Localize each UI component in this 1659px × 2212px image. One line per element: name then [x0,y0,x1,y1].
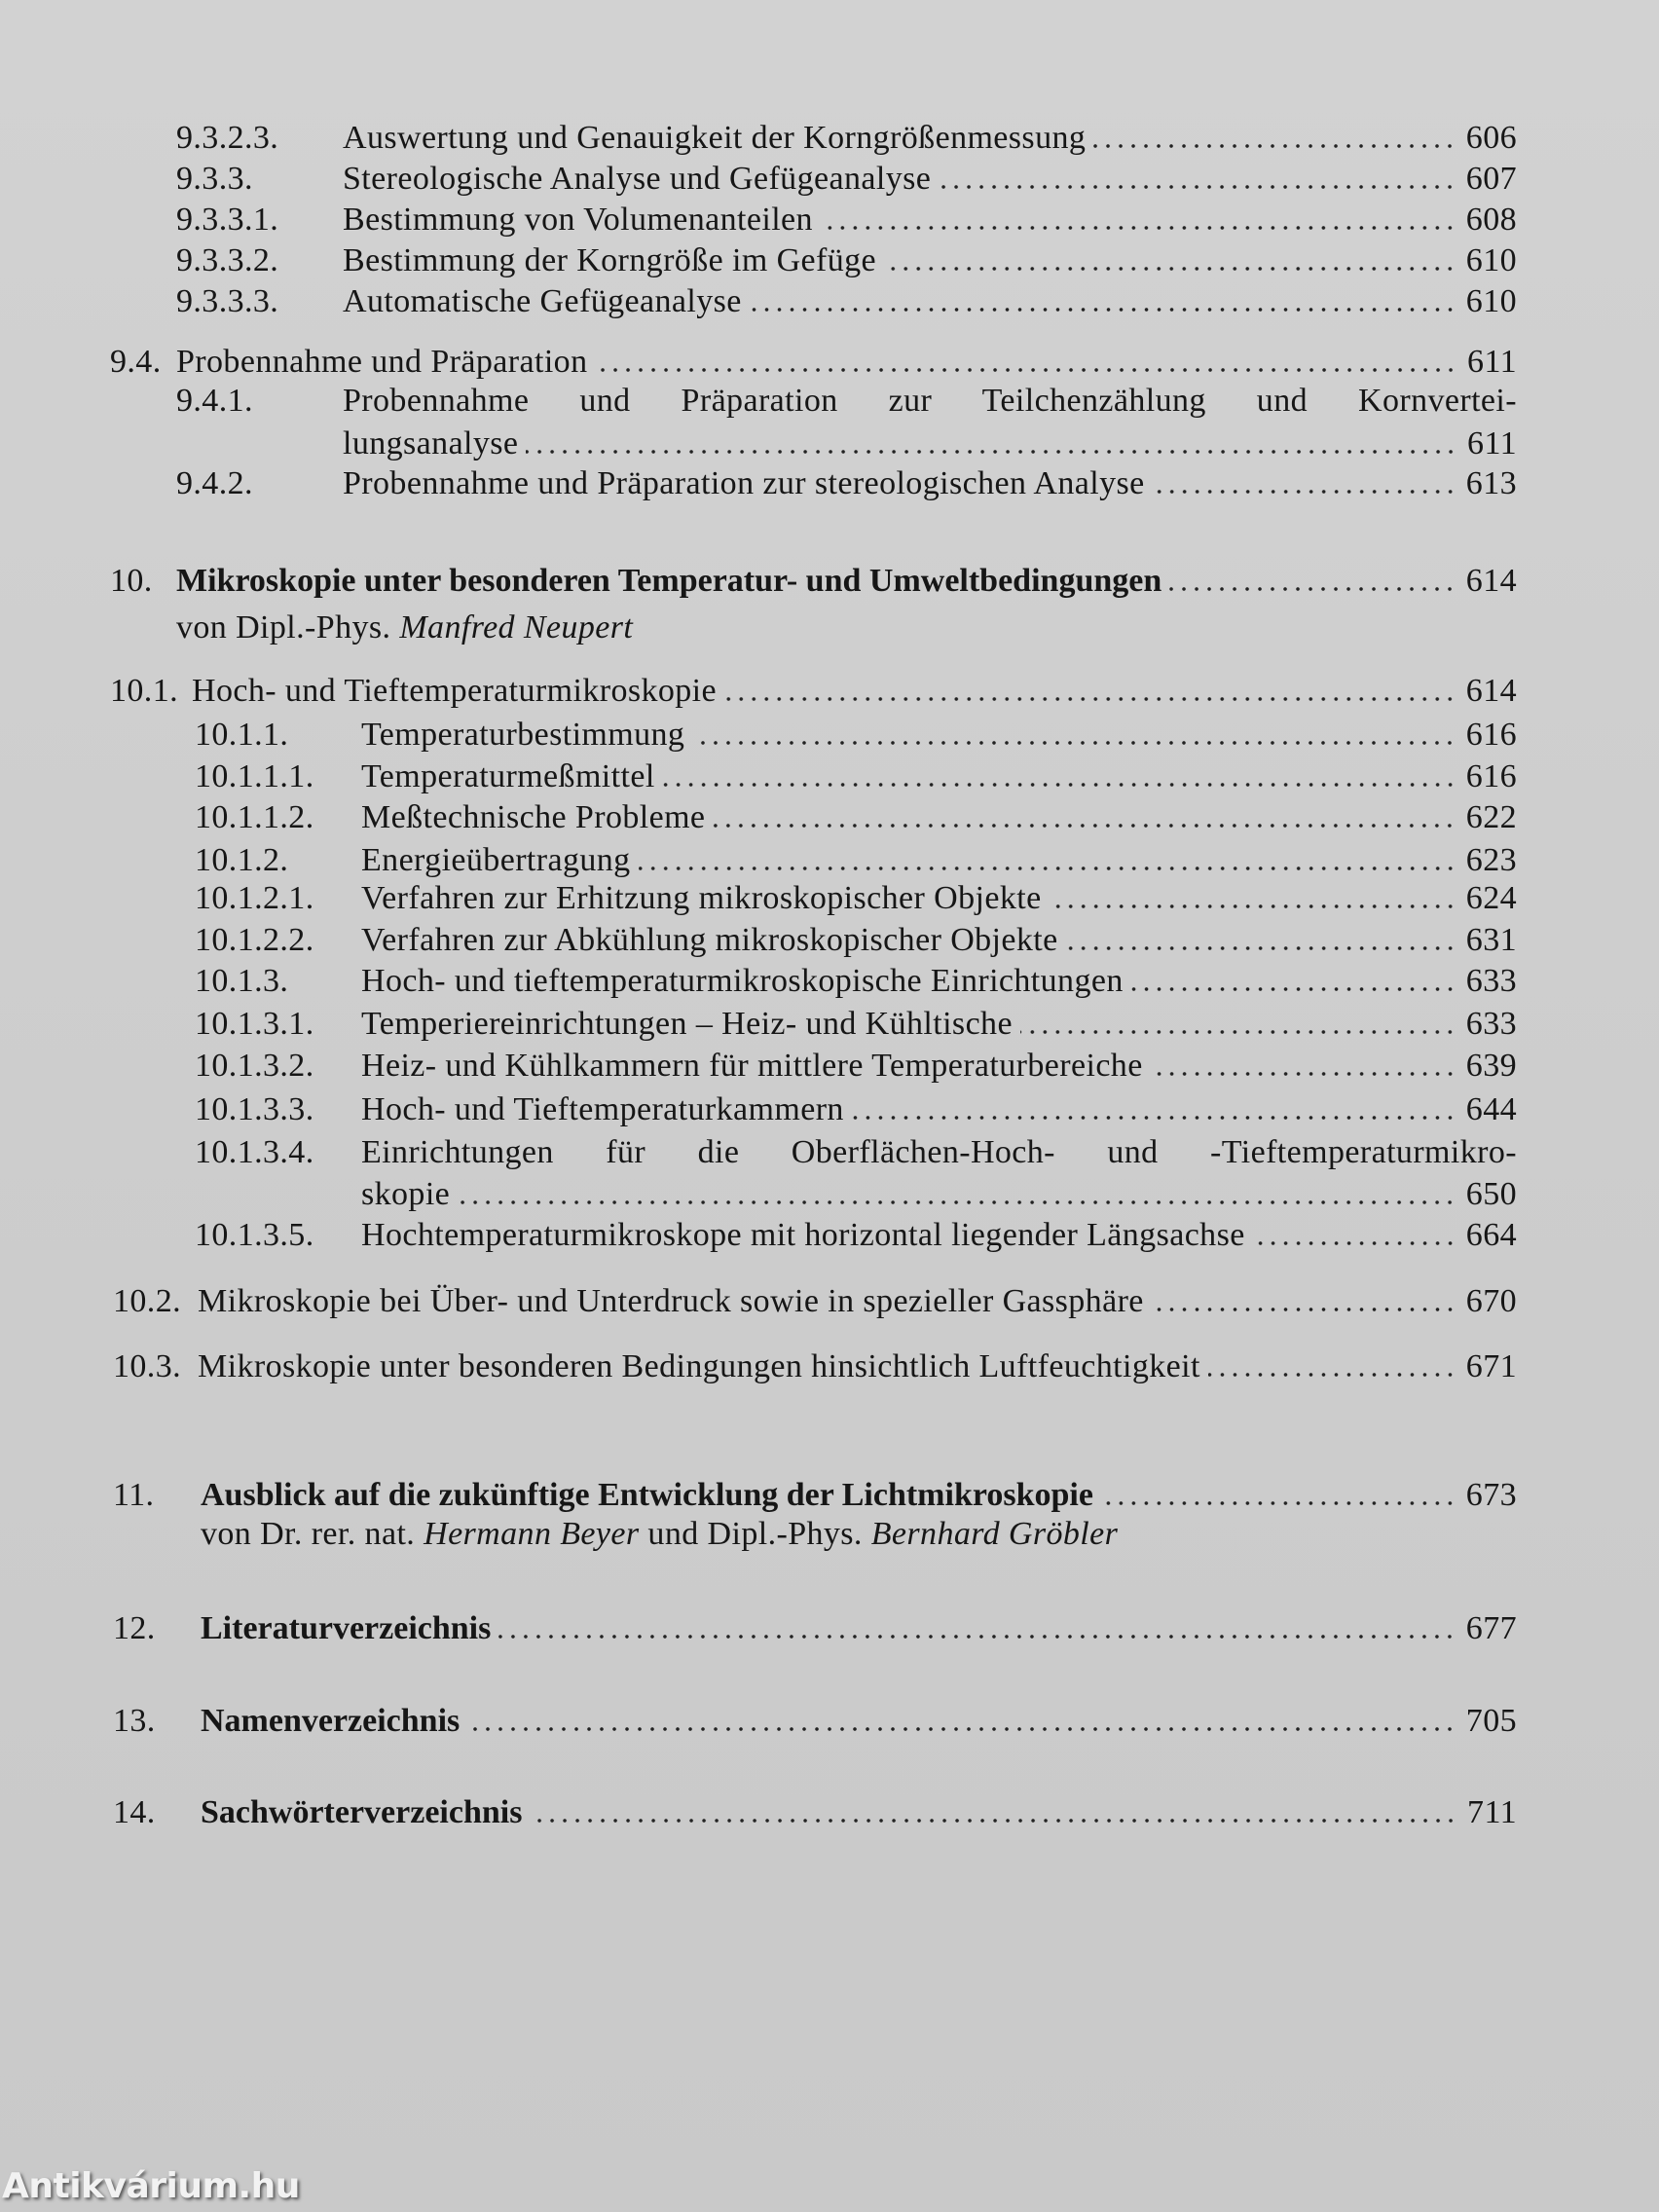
entry-page: 607 [1465,161,1517,197]
entry-number: 10.3. [113,1348,181,1384]
entry-number: 9.3.3.3. [176,283,279,319]
leader-dots [530,1819,1457,1823]
entry-page: 644 [1465,1091,1517,1127]
chapter-title: Namenverzeichnis [201,1703,461,1739]
toc-entry [176,464,1517,503]
watermark: Antikvárium.hu [2,2166,300,2206]
entry-number: 10.1.3.3. [195,1091,314,1127]
entry-number: 9.3.3.2. [176,242,279,278]
entry-page: 611 [1467,344,1517,380]
toc-entry [176,382,1517,421]
entry-number: 10.1.3.1. [195,1006,314,1042]
author-name: Manfred Neupert [399,609,634,645]
entry-page: 624 [1465,880,1517,916]
entry-number: 10.1.1.1. [195,758,314,794]
entry-title: Bestimmung von Volumenanteilen [343,202,813,238]
leader-dots [467,1727,1456,1731]
entry-page: 633 [1465,963,1517,999]
entry-number: 10.1.1.2. [195,799,314,835]
author-prefix: von Dr. rer. nat. [201,1516,416,1552]
entry-title: Mikroskopie unter besonderen Bedingungen hinsichtlich Luftfeuchtigkeit [198,1348,1200,1384]
chapter-title: Mikroskopie unter besonderen Temperatur- und Umweltbedingungen [176,563,1162,599]
leader-dots [595,368,1457,372]
leader-dots [821,226,1456,230]
chapter-page: 614 [1465,563,1517,599]
entry-page: 613 [1465,465,1517,501]
chapter-author [176,608,1517,647]
toc-entry [195,798,1517,837]
entry-page: 670 [1465,1283,1517,1319]
entry-title: Verfahren zur Abkühlung mikroskopischer Objekte [361,922,1058,958]
leader-dots [1208,1373,1456,1377]
entry-number: 10.1.2.2. [195,922,314,958]
entry-title: Verfahren zur Erhitzung mikroskopischer Objekte [361,880,1042,916]
leader-dots [1153,490,1456,494]
leader-dots [498,1635,1456,1639]
entry-title: Auswertung und Genauigkeit der Korngrößenmessung [343,120,1087,156]
chapter-number: 14. [113,1794,156,1830]
entry-title: Temperiereinrichtungen – Heiz- und Kühltische [361,1006,1013,1042]
toc-chapter [110,562,1517,601]
entry-title: Hoch- und Tieftemperaturkammern [361,1091,844,1127]
entry-title: Bestimmung der Korngröße im Gefüge [343,242,877,278]
leader-dots [1101,1501,1456,1505]
toc-entry [195,879,1517,918]
entry-page: 622 [1465,799,1517,835]
toc-entry [195,1047,1517,1086]
entry-title: Heiz- und Kühlkammern für mittlere Temperaturbereiche [361,1048,1143,1084]
entry-title: Meßtechnische Probleme [361,799,706,835]
toc-entry [195,1133,1517,1172]
entry-title: Hoch- und Tieftemperaturmikroskopie [192,673,718,709]
entry-number: 10.1.2.1. [195,880,314,916]
toc-entry [195,716,1517,755]
toc-entry [110,672,1517,711]
entry-number: 10.1. [110,673,178,709]
entry-page: 631 [1465,922,1517,958]
leader-dots [713,824,1456,828]
entry-title: Mikroskopie bei Über- und Unterdruck sowie in spezieller Gassphäre [198,1283,1144,1319]
chapter-title: Ausblick auf die zukünftige Entwicklung der Lichtmikroskopie [201,1477,1093,1513]
toc-entry [195,1090,1517,1129]
entry-title: Stereologische Analyse und Gefügeanalyse [343,161,932,197]
toc-entry [195,1216,1517,1255]
chapter-number: 12. [113,1610,156,1646]
entry-number: 10.1.3. [195,963,289,999]
entry-title: Probennahme und Präparation zur stereologischen Analyse [343,465,1145,501]
leader-dots [1151,1072,1456,1076]
entry-page: 664 [1465,1217,1517,1253]
entry-title: Energieübertragung [361,842,631,878]
entry-page: 616 [1465,758,1517,794]
leader-dots [1020,1030,1456,1034]
chapter-title: Sachwörterverzeichnis [201,1794,523,1830]
chapter-page: 711 [1467,1794,1517,1830]
leader-dots [939,185,1456,189]
leader-dots [724,697,1456,701]
entry-number: 9.4.1. [176,383,253,419]
leader-dots [663,783,1456,787]
entry-page: 610 [1465,283,1517,319]
entry-page: 616 [1465,717,1517,753]
toc-entry [176,282,1517,321]
entry-number: 10.2. [113,1283,181,1319]
leader-dots [1253,1241,1456,1245]
entry-title: Probennahme und Präparation [176,344,588,380]
leader-dots [1093,144,1456,148]
toc-chapter [113,1793,1517,1832]
entry-number: 10.1.3.4. [195,1134,314,1170]
entry-number: 9.3.3. [176,161,253,197]
entry-title: Automatische Gefügeanalyse [343,283,742,319]
entry-number: 9.3.2.3. [176,120,279,156]
chapter-page: 705 [1465,1703,1517,1739]
entry-page: 671 [1465,1348,1517,1384]
toc-entry-continuation [343,424,1517,463]
toc-chapter [113,1476,1517,1515]
chapter-title: Literaturverzeichnis [201,1610,492,1646]
toc-entry [176,160,1517,199]
leader-dots [1131,987,1456,991]
chapter-page: 677 [1465,1610,1517,1646]
entry-title: Einrichtungen für die Oberflächen-Hoch- und -Tieftemperaturmikro- [361,1134,1517,1170]
toc-entry [176,119,1517,158]
entry-page: 610 [1465,242,1517,278]
toc-chapter [113,1702,1517,1741]
toc-entry [176,241,1517,280]
toc-entry [195,757,1517,796]
toc-entry [176,201,1517,240]
entry-title: Temperaturbestimmung [361,717,685,753]
author-name: Hermann Beyer [424,1516,640,1552]
entry-title: Hochtemperaturmikroskope mit horizontal liegender Längsachse [361,1217,1245,1253]
entry-title-continued: lungsanalyse [343,425,519,461]
chapter-author [201,1515,1517,1554]
entry-number: 10.1.3.5. [195,1217,314,1253]
leader-dots [639,866,1456,870]
toc-entry [195,921,1517,960]
author-prefix: von Dipl.-Phys. [176,609,391,645]
chapter-number: 13. [113,1703,156,1739]
chapter-page: 673 [1465,1477,1517,1513]
entry-page: 614 [1465,673,1517,709]
leader-dots [884,267,1456,271]
toc-entry [195,1005,1517,1044]
entry-number: 9.3.3.1. [176,202,279,238]
entry-page: 611 [1467,425,1517,461]
leader-dots [692,741,1456,745]
entry-title: Probennahme und Präparation zur Teilchenzählung und Kornvertei- [343,383,1517,419]
toc-entry-continuation [361,1175,1517,1214]
entry-number: 10.1.2. [195,842,289,878]
entry-title-continued: skopie [361,1176,451,1212]
entry-page: 608 [1465,202,1517,238]
author-join: und Dipl.-Phys. [647,1516,863,1552]
chapter-number: 10. [110,563,153,599]
chapter-number: 11. [113,1477,155,1513]
toc-entry [195,962,1517,1001]
entry-page: 650 [1465,1176,1517,1212]
leader-dots [1066,946,1456,950]
toc-entry [113,1347,1517,1386]
leader-dots [458,1200,1456,1204]
entry-number: 9.4.2. [176,465,253,501]
leader-dots [1169,587,1456,591]
leader-dots [1050,904,1456,908]
toc-entry [113,1282,1517,1321]
entry-page: 639 [1465,1048,1517,1084]
entry-page: 623 [1465,842,1517,878]
toc-entry [195,841,1517,880]
entry-title: Hoch- und tieftemperaturmikroskopische Einrichtungen [361,963,1124,999]
leader-dots [750,308,1456,312]
entry-title: Temperaturmeßmittel [361,758,655,794]
entry-number: 9.4. [110,344,162,380]
entry-page: 606 [1465,120,1517,156]
entry-page: 633 [1465,1006,1517,1042]
leader-dots [526,450,1457,454]
entry-number: 10.1.3.2. [195,1048,314,1084]
author-name-2: Bernhard Gröbler [870,1516,1119,1552]
entry-number: 10.1.1. [195,717,289,753]
toc-chapter [113,1609,1517,1648]
leader-dots [1152,1308,1456,1311]
toc-entry [110,343,1517,382]
leader-dots [852,1116,1456,1120]
